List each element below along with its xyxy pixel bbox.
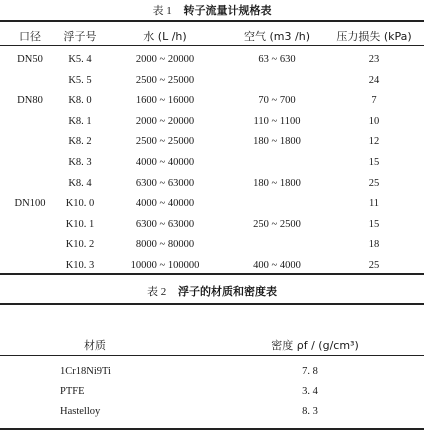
table1-cell-water: 2000 ~ 20000 [135, 54, 195, 65]
table1-cell-water: 4000 ~ 40000 [135, 198, 195, 209]
table2-header-rule [0, 355, 424, 356]
table1-cell-water: 6300 ~ 63000 [135, 178, 195, 189]
table1-number: 表 1 [152, 5, 172, 17]
table2-bottom-rule [0, 428, 424, 430]
table1-cell-air: 70 ~ 700 [258, 95, 296, 106]
table2-cell-density: 3. 4 [302, 386, 318, 397]
table1-cell-float: K10. 1 [65, 219, 95, 230]
table1-caption: 转子流量计规格表 [183, 4, 272, 17]
table1-cell-water: 8000 ~ 80000 [135, 239, 195, 250]
table1-cell-pressure-loss: 15 [368, 219, 380, 230]
table1-cell-air: 180 ~ 1800 [253, 136, 301, 147]
table1-header-float: 浮子号 [63, 30, 97, 43]
table1-header-pressure-loss: 压力损失 (kPa) [336, 30, 412, 43]
table2-cell-material: Hastelloy [60, 406, 101, 417]
table1-cell-float: K8. 1 [68, 116, 92, 127]
table1-cell-water: 2500 ~ 25000 [135, 136, 195, 147]
table1-cell-pressure-loss: 7 [371, 95, 377, 106]
table1-cell-float: K5. 4 [68, 54, 92, 65]
table1-cell-pressure-loss: 15 [368, 157, 380, 168]
table1-cell-air: 400 ~ 4000 [253, 260, 301, 271]
table2-top-rule [0, 303, 424, 305]
table1-cell-air: 180 ~ 1800 [253, 178, 301, 189]
table1-cell-pressure-loss: 11 [368, 198, 380, 209]
table2-number: 表 2 [146, 286, 167, 298]
table1-header-water: 水 (L /h) [143, 30, 187, 43]
table1-cell-pressure-loss: 23 [368, 54, 380, 65]
table2-header-density: 密度 ρf / (g/cm³) [271, 339, 359, 352]
table1-cell-air: 63 ~ 630 [258, 54, 296, 65]
table1-cell-water: 10000 ~ 100000 [130, 260, 200, 271]
table1-cell-bore: DN50 [17, 54, 43, 65]
table1-title [0, 2, 424, 18]
table1-cell-float: K10. 2 [65, 239, 95, 250]
table1-cell-water: 2500 ~ 25000 [135, 75, 195, 86]
table1-cell-float: K8. 3 [68, 157, 92, 168]
table1-cell-float: K10. 3 [65, 260, 95, 271]
table1-cell-pressure-loss: 25 [368, 178, 380, 189]
table1-cell-bore: DN80 [17, 95, 43, 106]
table1-cell-float: K8. 0 [68, 95, 92, 106]
table1-cell-float: K10. 0 [65, 198, 95, 209]
table1-cell-float: K8. 2 [68, 136, 92, 147]
table2-cell-density: 8. 3 [302, 406, 318, 417]
table1-cell-float: K5. 5 [68, 75, 92, 86]
table2-title [0, 283, 424, 299]
table2-cell-material: PTFE [60, 386, 85, 397]
table2-header-material: 材质 [84, 339, 106, 352]
table1-top-rule [0, 20, 424, 22]
table1-cell-air: 250 ~ 2500 [253, 219, 301, 230]
table1-cell-float: K8. 4 [68, 178, 92, 189]
table1-cell-pressure-loss: 10 [368, 116, 380, 127]
table1-header-rule [0, 45, 424, 46]
table1-cell-pressure-loss: 12 [368, 136, 380, 147]
table1-cell-water: 2000 ~ 20000 [135, 116, 195, 127]
table2-cell-material: 1Cr18Ni9Ti [60, 366, 111, 377]
table1-cell-water: 4000 ~ 40000 [135, 157, 195, 168]
table1-cell-pressure-loss: 25 [368, 260, 380, 271]
table2-cell-density: 7. 8 [302, 366, 318, 377]
table1-cell-pressure-loss: 24 [368, 75, 380, 86]
table1-header-bore: 口径 [19, 30, 41, 43]
table1-cell-pressure-loss: 18 [368, 239, 380, 250]
table1-header-air: 空气 (m3 /h) [244, 30, 310, 43]
table1-cell-water: 6300 ~ 63000 [135, 219, 195, 230]
table2-caption: 浮子的材质和密度表 [178, 285, 278, 298]
table1-cell-water: 1600 ~ 16000 [135, 95, 195, 106]
table1-cell-bore: DN100 [14, 198, 46, 209]
table1-cell-air: 110 ~ 1100 [253, 116, 301, 127]
table1-bottom-rule [0, 273, 424, 275]
